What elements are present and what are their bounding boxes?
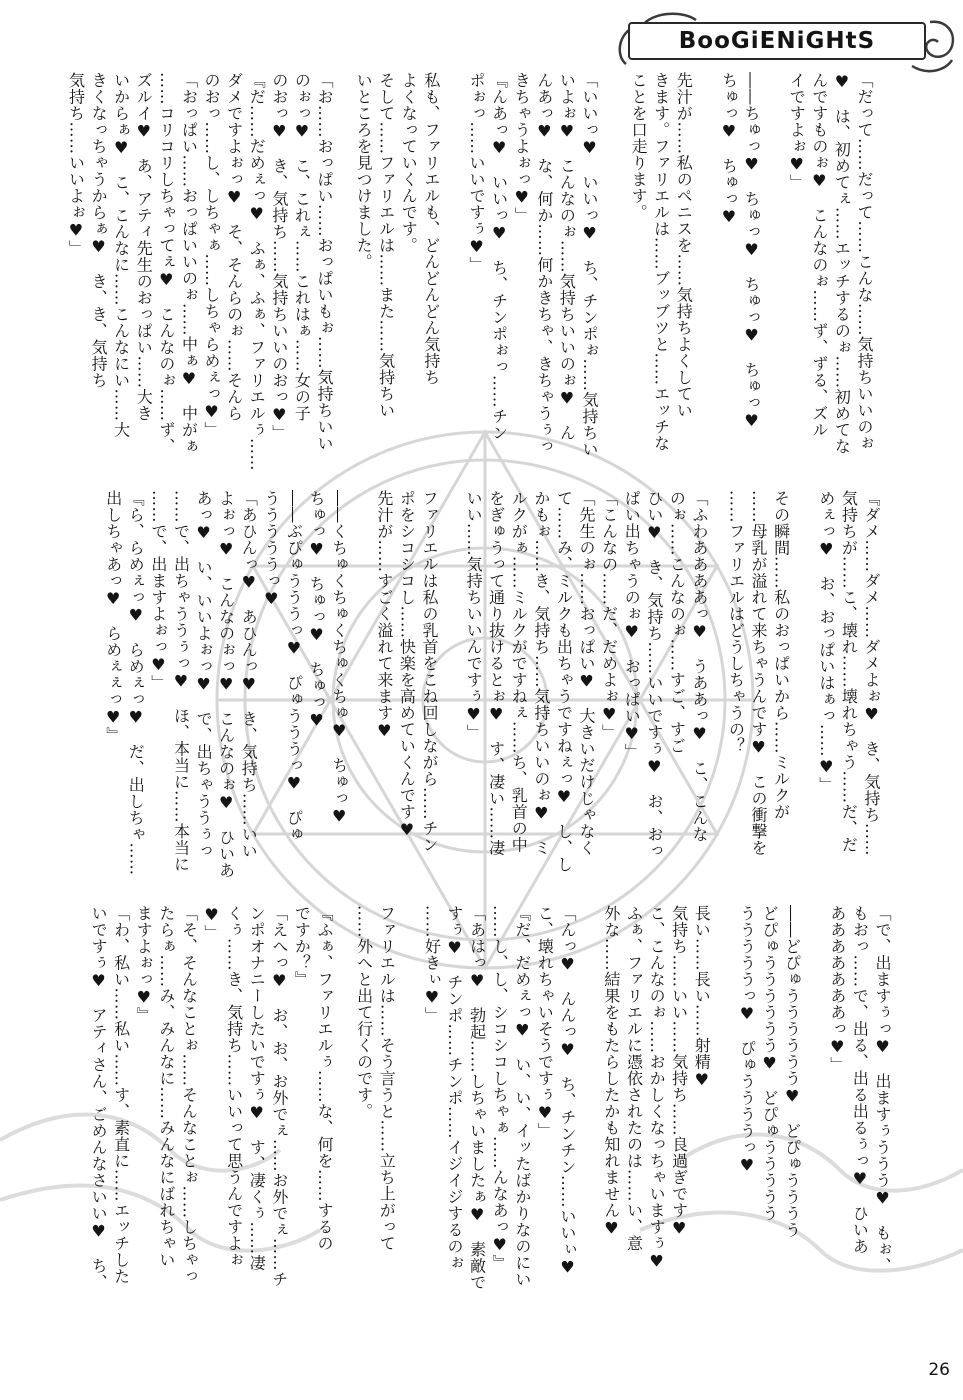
text-line: 「わ、私い……私い……す、素直に……エッチした xyxy=(111,905,131,1285)
text-line: 先汁が……すごく溢れて来ます♥ xyxy=(374,490,394,741)
text-line: ファリエルは……そう言うと……立ち上がって xyxy=(377,905,397,1252)
text-line: ですか？』 xyxy=(292,905,312,988)
text-line: きちゃうよぉっ♥」 xyxy=(512,72,532,224)
text-line: そして……ファリエルは……また……気持ちい xyxy=(376,72,396,419)
text-line: よくなっていくんです。 xyxy=(399,72,419,254)
text-line: 「おっぱい……おっぱいいのぉ……中ぁ♥ 中がぁ xyxy=(179,72,199,455)
text-line: 「えへっ♥ お、お、お外でぇ……お外でぇ……チ xyxy=(269,905,289,1288)
text-line: 出しちゃあっ♥ らめぇぇっ♥』 xyxy=(103,490,123,744)
text-line: うううううっ♥ ぴゅううううっ♥ xyxy=(737,905,757,1175)
text-block-mid-right xyxy=(722,490,882,895)
text-line: 私も、ファリエルも、どんどんどん気持ち xyxy=(421,72,441,386)
text-block-bottom-left xyxy=(55,905,335,1305)
text-line: ……好きぃ♥」 xyxy=(422,905,442,1024)
text-line: ポぉっ……いいですぅ♥」 xyxy=(467,72,487,273)
text-line: 「んっ♥ んんっ♥ ち、チンチン……いいぃ♥ xyxy=(558,905,577,1277)
text-line: 『だ、だめぇっ♥ い、い、イッたばかりなのにい xyxy=(512,905,532,1288)
header-title: BooGiENiGHtS xyxy=(628,22,926,60)
text-line: きます。ファリエルは……ブッブツと……エッチな xyxy=(651,72,671,452)
text-line xyxy=(694,72,717,472)
text-line: 『ふぁ、ファリエルぅ……な、何を……するの xyxy=(315,905,334,1252)
text-line: ……外へと出て行くのです。 xyxy=(354,905,374,1120)
text-line: 「そ、そんなことぉ……そんなことぉ……しちゃっ xyxy=(179,905,199,1285)
text-line: のぉ……こんなのぉ……すご、すご xyxy=(667,490,687,754)
text-line: 「あはっ♥ 勃起……しちゃいましたぁ♥ 素敵で xyxy=(467,905,487,1291)
text-line: 「先生のぉ……おっぱい♥ 大きいだけじゃなく xyxy=(577,490,597,856)
text-line: こ、こんなのぉ……おかしくなっちゃいますぅ♥ xyxy=(647,905,667,1271)
text-line: て……み、ミルクも出ちゃうですねぇっ♥ し、し xyxy=(554,490,574,873)
text-block-top-right xyxy=(610,72,875,472)
text-line xyxy=(712,905,735,1305)
text-line: いからぁ♥ こ、こんなに……こんなにい……大 xyxy=(111,72,131,438)
text-line: 「で、出ますぅっ♥ 出ますぅううう♥ もぉ、 xyxy=(873,905,892,1274)
text-line: ファリエルは私の乳首をこね回しながら……チン xyxy=(420,490,439,853)
text-line: あああああああっ♥」 xyxy=(827,905,847,1073)
text-block-top-left xyxy=(50,72,335,477)
text-line: ――ちゅっ♥ ちゅっ♥ ちゅっ♥ ちゅっ♥ xyxy=(742,72,762,431)
text-line: のおっ……し、しちゃぁ……しちゃらめぇっ♥」 xyxy=(202,72,222,438)
text-line: ぱい出ちゃうのぉ♥ おっぱい♥」 xyxy=(622,490,642,760)
text-line: ……コリコリしちゃってぇ♥ こんなのぉ……ず、 xyxy=(156,72,176,455)
text-line xyxy=(792,490,815,895)
text-line xyxy=(762,72,785,472)
text-line: ふぁ、ファリエルに憑依されたのは……い、意 xyxy=(624,905,644,1252)
text-line: ズルイ♥ あ、アティ先生のおっぱい……大き xyxy=(134,72,154,422)
text-line: ……し、し、シコシコしちゃぁ……んなあっ♥』 xyxy=(490,905,510,1271)
text-line: ますよぉっ♥』 xyxy=(134,905,154,1024)
text-line: 気持ち……いい……気持ち……良過ぎです♥ xyxy=(669,905,689,1238)
text-line: その瞬間……私のおっぱいから……ミルクが xyxy=(771,490,791,820)
text-line xyxy=(397,905,420,1305)
text-line: ダメですよぉっ♥ そ、そんらのぉ……そんら xyxy=(224,72,244,422)
text-line: ひい♥ き、気持ち……いいですぅ♥ お、おっ xyxy=(644,490,664,859)
text-line xyxy=(803,905,826,1305)
text-line: のおっ♥ き、気持ち……気持ちいいのおっ♥」 xyxy=(269,72,289,441)
text-block-top-middle xyxy=(345,72,600,487)
text-line: ♥」 xyxy=(202,905,222,941)
text-line: イですよぉ♥」 xyxy=(787,72,807,191)
text-line: 外な……結果をもたらしたかも知れません♥ xyxy=(601,905,621,1238)
text-line: 気持ちが……こ、壊れ……壊れちゃう……だ、だ xyxy=(839,490,859,853)
text-block-bottom-middle xyxy=(343,905,578,1305)
text-line: ポをシコシコし……快楽を高めていくんです♥ xyxy=(397,490,417,840)
text-line: 「こんなの……だ、だめよぉ♥」 xyxy=(599,490,619,741)
text-line: ンポオナニーしたいですぅ♥ す、凄くぅ……凄 xyxy=(247,905,267,1271)
text-line: いい……気持ちいいんですぅ♥」 xyxy=(464,490,484,741)
text-line: 長い……長い……射精♥ xyxy=(692,905,712,1090)
text-line: ♥ は、初めてぇ……エッチするのぉ……初めてな xyxy=(832,72,852,455)
text-line: 『ら、らめぇっ♥ らめぇっ♥ だ、出しちゃ…… xyxy=(126,490,146,876)
text-line: のぉっ♥ こ、これぇ……これはぁ……女の子 xyxy=(292,72,312,422)
text-line: すぅ♥ チンポ……チンポ……イジイジするのぉ xyxy=(445,905,465,1271)
text-line: 『ダメ……ダメ……ダメよぉ♥ き、気持ち…… xyxy=(862,490,881,856)
text-line: んですものぉ♥ こんなのぉ……ず、ずる、ズル xyxy=(809,72,829,438)
page-number: 26 xyxy=(928,1360,950,1380)
text-line: ちゅっ♥ ちゅっ♥ ちゅっ♥ xyxy=(307,490,327,730)
text-line: どぴゅうううううう♥ どぴゅううううう xyxy=(760,905,780,1222)
text-line: あっ♥ い、いいよぉっ♥ で、出ちゃううぅっ xyxy=(194,490,214,859)
text-line: んあっ♥ な、何か……何かきちゃ、きちゃうぅっ xyxy=(534,72,554,455)
text-line: 気持ち……いいよぉ♥」 xyxy=(66,72,86,257)
text-line: ……で、出ちゃううぅっ♥ ほ、本当に……本当に xyxy=(171,490,191,873)
text-line: かもぉ……き、気持ち……気持ちいいのぉ♥ ミ xyxy=(531,490,551,856)
text-line: 先汁が……私のペニスを……気持ちよくしてい xyxy=(674,72,694,419)
text-line: ――ぶぴゅうううっ♥ ぴゅうううっ♥ ぴゅ xyxy=(284,490,304,843)
text-line: 『だ……だめぇっ♥ ふぁ、ふぁ、ファリエルぅ…… xyxy=(247,72,267,471)
text-line: いところを見つけました。 xyxy=(354,72,374,270)
text-line: ――くちゅくちゅくちゅくちゅ♥ ちゅっ♥ xyxy=(329,490,349,826)
text-block-bottom-right xyxy=(588,905,893,1305)
text-line: いですぅ♥ アティさん、ごめんなさいい♥ ち、 xyxy=(89,905,109,1291)
text-line: 『んあっ♥ いいっ♥ ち、チンポぉっ……チン xyxy=(489,72,509,441)
text-block-mid-middle xyxy=(450,490,710,895)
text-line: うううううっ♥ xyxy=(261,490,281,609)
text-line xyxy=(350,490,373,895)
text-line: たらぁ……み、みんなに……みんなにばれちゃい xyxy=(156,905,176,1268)
text-line: 「ふわああああっ♥ うああっ♥ こ、こんな xyxy=(690,490,709,843)
text-line: いよぉ♥ こんなのぉ……気持ちいいのぉ♥ ん xyxy=(557,72,577,441)
text-line: くぅ……き、気持ち……いいって思うんですよぉ xyxy=(224,905,244,1268)
text-line: 「お……おっぱい……おっぱいもぉ……気持ちいい xyxy=(315,72,334,452)
text-line: もおっ……で、出る、出る出るぅっ♥ ひいあ xyxy=(850,905,870,1255)
text-line: ルクがぁ……ミルクがですねぇ……ち、乳首の中 xyxy=(509,490,529,853)
text-line: ちゅっ♥ ちゅっ♥ xyxy=(719,72,739,227)
text-line: めぇっ♥ お、おっぱいはぁっ……♥」 xyxy=(816,490,836,793)
text-line: ……母乳が溢れて来ちゃうんです♥ この衝撃を xyxy=(749,490,769,856)
text-line: 「だって……だって……こんな……気持ちいいのぉ xyxy=(855,72,874,452)
text-line: 「あひんっ♥ あひんっ♥ き、気持ち……いい xyxy=(239,490,259,859)
text-line: ことを口走ります。 xyxy=(629,72,649,221)
text-block-mid-left xyxy=(55,490,440,895)
text-line: 「いいっ♥ いいっ♥ ち、チンポぉ……気持ちい xyxy=(580,72,599,458)
text-line xyxy=(442,72,465,487)
text-line: こ、壊れちゃいそうですぅ♥」 xyxy=(535,905,555,1139)
text-line: をぎゅうって通り抜けるとぉ♥ す、凄い……凄 xyxy=(486,490,506,856)
text-line: ……ファリエルはどうしちゃうの？ xyxy=(726,490,746,754)
text-line: よぉっ♥ こんなのぉっ♥ こんなのぉ♥ ひいあ xyxy=(216,490,236,879)
text-line: ――どぴゅうううううう♥ どぴゅうううう xyxy=(782,905,802,1238)
text-line: ……で、出ますよぉっ♥」 xyxy=(148,490,168,691)
text-line: きくなっちゃうからぁ♥ き、き、気持ち xyxy=(89,72,109,389)
